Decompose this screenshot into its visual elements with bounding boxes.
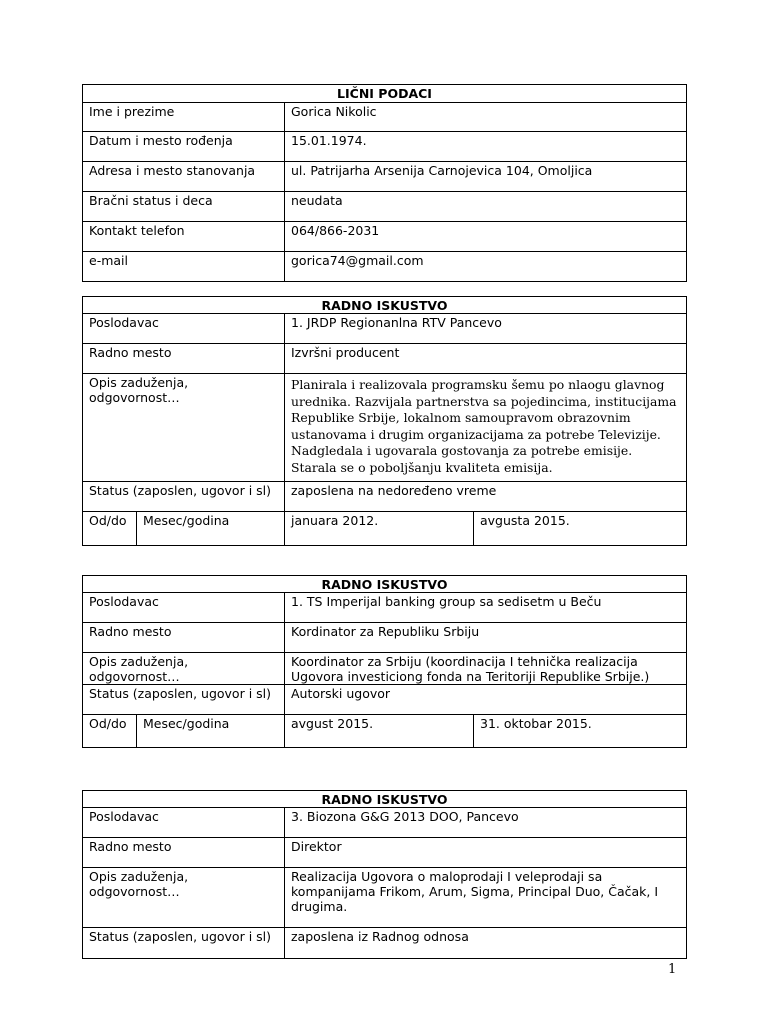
position-label: Radno mesto xyxy=(83,838,285,868)
marital-status-label: Bračni status i deca xyxy=(83,192,285,222)
employer-value: 1. JRDP Regionanlna RTV Pancevo xyxy=(285,314,687,344)
period-sub-label: Mesec/godina xyxy=(137,715,285,748)
personal-info-title: LIČNI PODACI xyxy=(83,85,687,103)
status-value: zaposlena na nedoređeno vreme xyxy=(285,482,687,512)
work-experience-table-2 xyxy=(82,575,687,748)
period-to: 31. oktobar 2015. xyxy=(474,715,687,748)
status-label: Status (zaposlen, ugovor i sl) xyxy=(83,928,285,959)
phone-label: Kontakt telefon xyxy=(83,222,285,252)
phone-value: 064/866-2031 xyxy=(285,222,687,252)
duties-label: Opis zaduženja, odgovornost… xyxy=(83,653,285,685)
duties-value: Koordinator za Srbiju (koordinacija I tehnička realizacija Ugovora investiciong fonda na Teritoriji Republike Srbije.) xyxy=(285,653,687,685)
employer-value: 3. Biozona G&G 2013 DOO, Pancevo xyxy=(285,808,687,838)
period-from: januara 2012. xyxy=(285,512,474,546)
page-number: 1 xyxy=(668,962,677,977)
personal-info-table xyxy=(82,84,687,282)
position-value: Kordinator za Republiku Srbiju xyxy=(285,623,687,653)
position-value: Direktor xyxy=(285,838,687,868)
duties-label: Opis zaduženja, odgovornost… xyxy=(83,374,285,482)
work-experience-title: RADNO ISKUSTVO xyxy=(83,791,687,808)
duties-value: Planirala i realizovala programsku šemu po nlaogu glavnog urednika. Razvijala partnerstva sa pojedincima, institucijama Republike Srbije, lokalnom samoupravom obrazovnim ustanovama i drugim organizacijama za potrebe Televizije. Nadgledala i ugovarala gostovanja za potrebe emisije. Starala se o poboljšanju kvaliteta emisija. xyxy=(285,374,687,482)
work-experience-title: RADNO ISKUSTVO xyxy=(83,576,687,593)
period-label: Od/do xyxy=(83,715,137,748)
employer-label: Poslodavac xyxy=(83,808,285,838)
employer-value: 1. TS Imperijal banking group sa sedisetm u Beču xyxy=(285,593,687,623)
employer-label: Poslodavac xyxy=(83,314,285,344)
period-to: avgusta 2015. xyxy=(474,512,687,546)
period-label: Od/do xyxy=(83,512,137,546)
status-label: Status (zaposlen, ugovor i sl) xyxy=(83,685,285,715)
duties-label: Opis zaduženja, odgovornost… xyxy=(83,868,285,928)
period-from: avgust 2015. xyxy=(285,715,474,748)
position-label: Radno mesto xyxy=(83,623,285,653)
address-label: Adresa i mesto stanovanja xyxy=(83,162,285,192)
work-experience-title: RADNO ISKUSTVO xyxy=(83,297,687,314)
birth-label: Datum i mesto rođenja xyxy=(83,132,285,162)
position-label: Radno mesto xyxy=(83,344,285,374)
status-label: Status (zaposlen, ugovor i sl) xyxy=(83,482,285,512)
status-value: Autorski ugovor xyxy=(285,685,687,715)
work-experience-table-3 xyxy=(82,790,687,959)
address-value: ul. Patrijarha Arsenija Carnojevica 104, Omoljica xyxy=(285,162,687,192)
period-sub-label: Mesec/godina xyxy=(137,512,285,546)
name-label: Ime i prezime xyxy=(83,103,285,132)
duties-value: Realizacija Ugovora o maloprodaji I veleprodaji sa kompanijama Frikom, Arum, Sigma, Principal Duo, Čačak, I drugima. xyxy=(285,868,687,928)
email-value: gorica74@gmail.com xyxy=(285,252,687,282)
marital-status-value: neudata xyxy=(285,192,687,222)
birth-value: 15.01.1974. xyxy=(285,132,687,162)
work-experience-table-1 xyxy=(82,296,687,546)
position-value: Izvršni producent xyxy=(285,344,687,374)
email-label: e-mail xyxy=(83,252,285,282)
name-value: Gorica Nikolic xyxy=(285,103,687,132)
employer-label: Poslodavac xyxy=(83,593,285,623)
status-value: zaposlena iz Radnog odnosa xyxy=(285,928,687,959)
